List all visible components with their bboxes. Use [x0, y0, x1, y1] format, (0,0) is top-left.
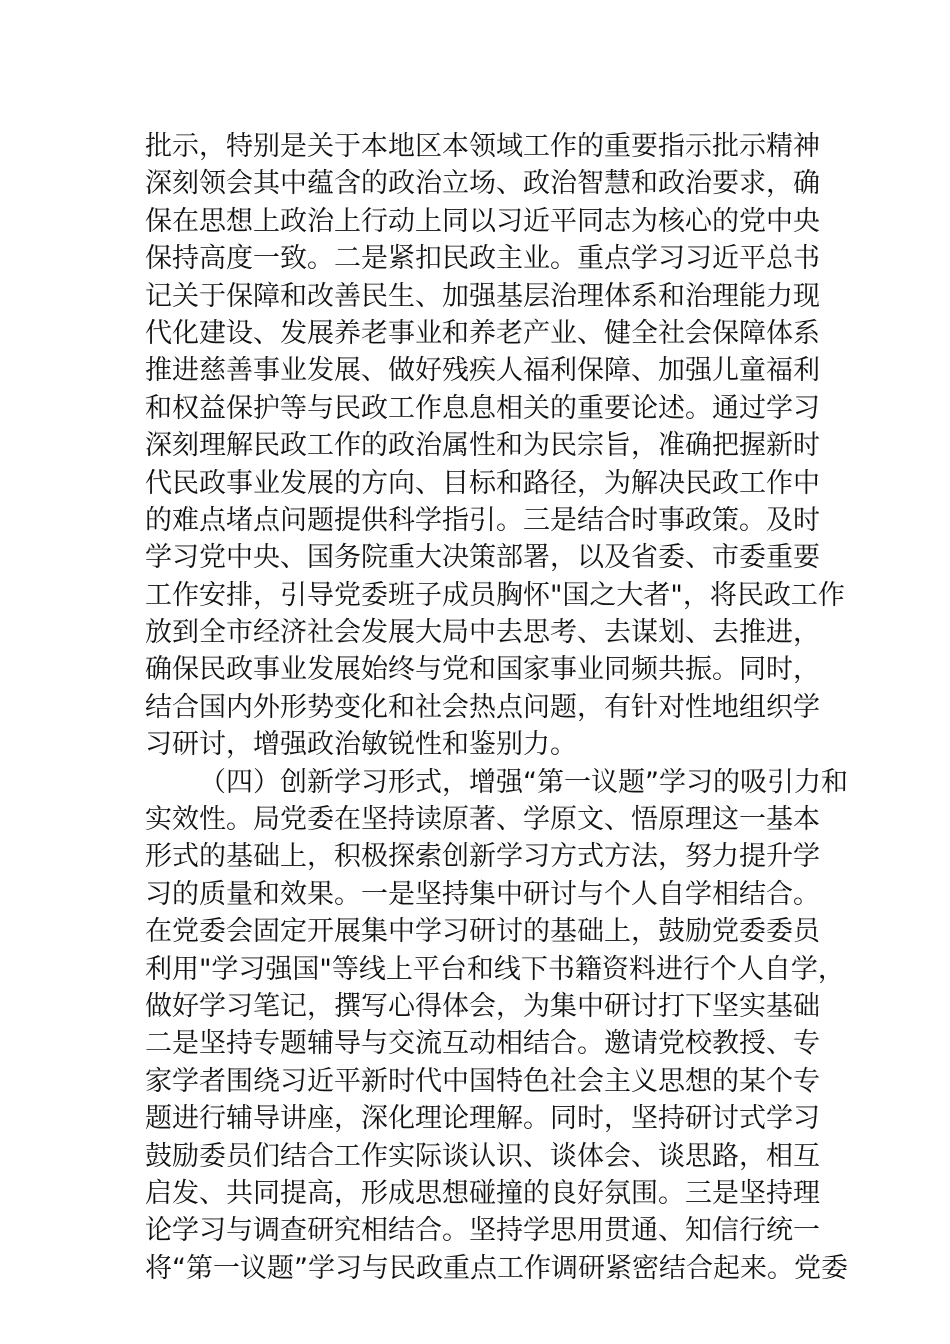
text-line: 鼓励委员们结合工作实际谈认识、谈体会、谈思路，相互 [145, 1140, 820, 1172]
text-line: 习研讨，增强政治敏锐性和鉴别力。 [145, 729, 577, 761]
text-line: 家学者围绕习近平新时代中国特色社会主义思想的某个专 [145, 1065, 820, 1097]
text-line: 利用"学习强国"等线上平台和线下书籍资料进行个人自学， [145, 953, 845, 985]
text-line: 做好学习笔记，撰写心得体会，为集中研讨打下坚实基础 [145, 990, 820, 1022]
text-line: 二是坚持专题辅导与交流互动相结合。邀请党校教授、专 [145, 1028, 820, 1060]
body-text [145, 128, 848, 1287]
text-line: 学习党中央、国务院重大决策部署，以及省委、市委重要 [145, 542, 820, 574]
text-line: 习的质量和效果。一是坚持集中研讨与个人自学相结合。 [145, 878, 820, 910]
text-line: 的难点堵点问题提供科学指引。三是结合时事政策。及时 [145, 504, 820, 536]
text-line: 和权益保护等与民政工作息息相关的重要论述。通过学习 [145, 392, 820, 424]
section-heading-line: （四）创新学习形式，增强“第一议题”学习的吸引力和 [199, 766, 848, 798]
text-line: 保持高度一致。二是紧扣民政主业。重点学习习近平总书 [145, 243, 820, 275]
text-line: 代民政事业发展的方向、目标和路径，为解决民政工作中 [145, 467, 820, 499]
text-line: 工作安排，引导党委班子成员胸怀"国之大者"，将民政工作 [145, 579, 845, 611]
text-line: 代化建设、发展养老事业和养老产业、健全社会保障体系 [145, 317, 820, 349]
text-line: 结合国内外形势变化和社会热点问题，有针对性地组织学 [145, 691, 820, 723]
text-line: 深刻理解民政工作的政治属性和为民宗旨，准确把握新时 [145, 430, 820, 462]
text-line: 论学习与调查研究相结合。坚持学思用贯通、知信行统一 [145, 1215, 820, 1247]
text-line: 在党委会固定开展集中学习研讨的基础上，鼓励党委委员 [145, 916, 820, 948]
text-line: 放到全市经济社会发展大局中去思考、去谋划、去推进， [145, 617, 820, 649]
text-line: 批示，特别是关于本地区本领域工作的重要指示批示精神 [145, 131, 820, 162]
text-line: 启发、共同提高，形成思想碰撞的良好氛围。三是坚持理 [145, 1177, 820, 1209]
text-line: 实效性。局党委在坚持读原著、学原文、悟原理这一基本 [145, 804, 820, 836]
text-line: 形式的基础上，积极探索创新学习方式方法，努力提升学 [145, 841, 820, 873]
text-line: 记关于保障和改善民生、加强基层治理体系和治理能力现 [145, 280, 820, 312]
text-line: 推进慈善事业发展、做好残疾人福利保障、加强儿童福利 [145, 355, 820, 387]
text-line: 将“第一议题”学习与民政重点工作调研紧密结合起来。党委 [145, 1252, 848, 1284]
text-line: 保在思想上政治上行动上同以习近平同志为核心的党中央 [145, 205, 820, 237]
text-line: 题进行辅导讲座，深化理论理解。同时，坚持研讨式学习 [145, 1103, 820, 1135]
text-line: 深刻领会其中蕴含的政治立场、政治智慧和政治要求，确 [145, 168, 820, 200]
text-line: 确保民政事业发展始终与党和国家事业同频共振。同时， [145, 654, 820, 686]
